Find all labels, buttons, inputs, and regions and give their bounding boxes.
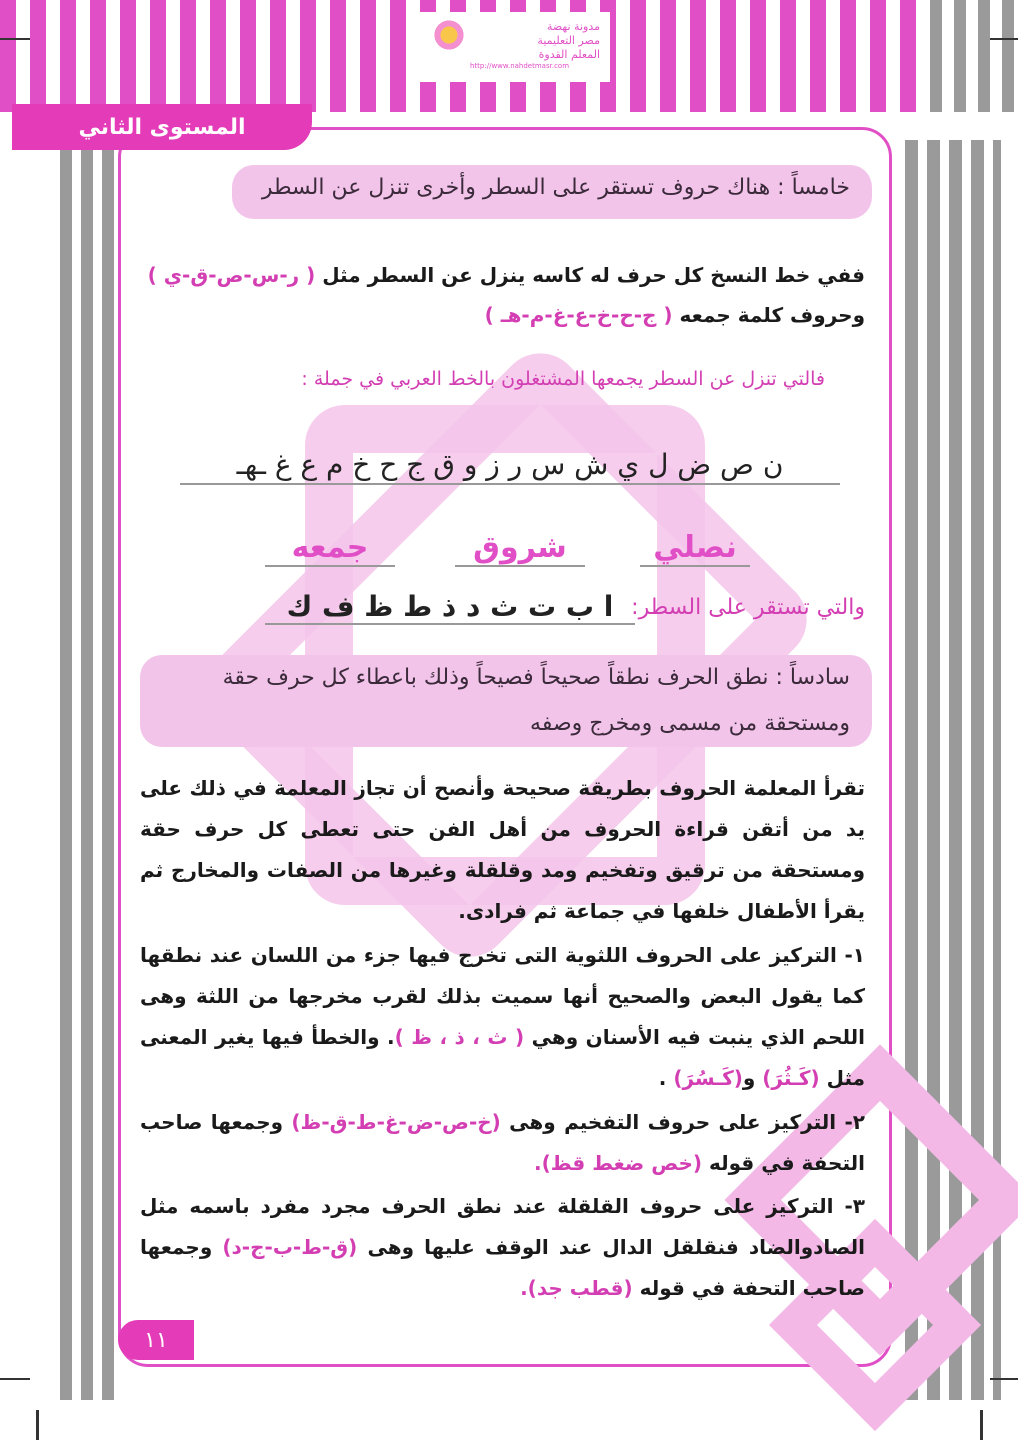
item-1-and: و — [742, 1066, 756, 1090]
left-stripes — [60, 140, 114, 1400]
item-1-text: ١- التركيز على الحروف اللثوية التى تخرج فيها جزء من اللسان عند نطقها كما يقول البعض والصحيح أنها سميت بذلك لقرب مخرجها من اللثة وهى اللحم الذي ينبت فيه الأسنان وهي — [140, 943, 866, 1049]
item-2-text: ٢- التركيز على حروف التفخيم وهى — [509, 1110, 865, 1134]
word-jumaa: جمعه — [265, 530, 395, 567]
word-nusalli: نصلي — [640, 530, 750, 567]
paragraph-text: ففي خط النسخ كل حرف له كاسه ينزل عن السطر مثل — [322, 263, 865, 287]
item-1-example: (كَـسُرَ) — [673, 1066, 743, 1090]
item-3 — [140, 1186, 865, 1309]
item-2-phrase: (خص ضغط قظ). — [533, 1151, 703, 1175]
paragraph-text: وحروف كلمة جمعه — [679, 303, 865, 327]
crop-mark — [990, 1378, 1018, 1380]
page-number: ١١ — [118, 1320, 194, 1360]
section6-heading — [140, 655, 872, 747]
item-2-letters: (خ-ص-ض-غ-ط-ق-ظ) — [291, 1110, 501, 1134]
section6-heading-line2: ومستحقة من مسمى ومخرج وصفه — [530, 711, 850, 736]
section5-paragraph — [140, 255, 865, 335]
crop-mark — [990, 38, 1018, 40]
item-3-text: ٣- التركيز على حروف القلقلة عند نطق الحرف مجرد مفرد باسمه مثل الصادوالضاد فنقلقل الدال عند الوقف عليها وهى — [140, 1194, 866, 1259]
item-2 — [140, 1102, 865, 1184]
item-1-example: (كَـثُرَ) — [762, 1066, 820, 1090]
crop-mark — [36, 1410, 39, 1440]
descending-letters: ن ص ض ل ي ش س ر ز و ق ج ح خ م ع غ ـهـ — [180, 448, 840, 485]
descender-letters: ( ر-س-ص-ق-ي ) — [147, 263, 316, 287]
section6-intro: تقرأ المعلمة الحروف بطريقة صحيحة وأنصح أن تجاز المعلمة في ذلك على يد من أتقن قراءة الحروف من أهل الفن حتى تعطى كل حرف حقة ومستحقة من ترقيق وتفخيم ومد وقلقلة وغيرها من الصفات والمخارج ثم يقرأ الأطفال خلفها في جماعة ثم فرادى. — [140, 776, 865, 923]
section5-heading: خامساً : هناك حروف تستقر على السطر وأخرى تنزل عن السطر — [232, 165, 872, 219]
top-gray-stripes — [930, 0, 1018, 112]
logo-text: مدونة نهضة مصر التعليمية المعلم القدوة http://www.nahdetmasr.com — [470, 20, 600, 70]
item-3-letters: (ق-ط-ب-ج-د) — [222, 1235, 358, 1259]
level-tab: المستوى الثاني — [12, 104, 312, 150]
item-2-text-b: وجمعها صاحب التحفة في قوله — [140, 1110, 865, 1175]
sun-logo-icon — [432, 18, 466, 52]
item-3-text-b: وجمعها صاحب التحفة في قوله — [140, 1235, 865, 1300]
word-shurooq: شروق — [455, 530, 585, 567]
item-1-letters: ( ث ، ذ ، ظ ) — [394, 1025, 525, 1049]
crop-mark — [980, 1410, 983, 1440]
crop-mark — [0, 1378, 30, 1380]
on-line-letters: ا ب ت ث د ذ ط ظ ف ك — [265, 590, 635, 625]
item-3-phrase: (قطب جد). — [520, 1276, 633, 1300]
item-1-text-b: . والخطأ فيها يغير المعنى مثل — [140, 1025, 865, 1090]
item-1: ١- التركيز على الحروف اللثوية التى تخرج فيها جزء من اللسان عند نطقها كما يقول البعض والصحيح أنها سميت بذلك لقرب مخرجها من اللثة وهى اللحم الذي ينبت فيه الأسنان وهي ( ث ، ذ ، ظ ). والخطأ فيها يغير المعنى مثل (كَـثُرَ) و(كَـسُرَ) . — [140, 943, 866, 1090]
section6-heading-line1: سادساً : نطق الحرف نطقاً صحيحاً فصيحاً وذلك باعطاء كل حرف حقة — [222, 665, 850, 690]
crop-mark — [0, 38, 30, 40]
section5-subtitle: فالتي تنزل عن السطر يجمعها المشتغلون بالخط العربي في جملة : — [301, 368, 825, 390]
jumaa-letters: ( ج-ح-خ-ع-غ-م-هـ ) — [484, 303, 673, 327]
on-line-label: والتي تستقر على السطر: — [631, 595, 865, 620]
